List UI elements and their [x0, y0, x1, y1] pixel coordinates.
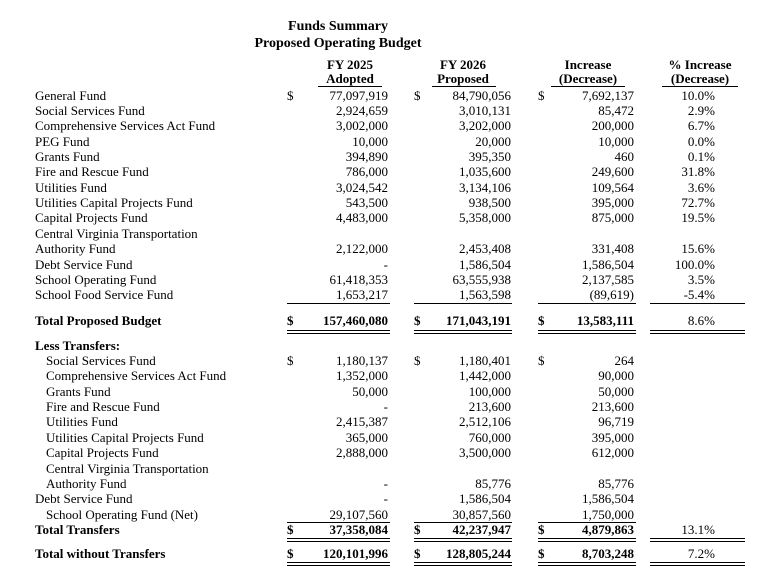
- cell-pct: 3.6%: [687, 180, 715, 195]
- header-underline: [551, 86, 625, 87]
- cell-fy2026: 2,512,106: [459, 414, 511, 429]
- cell-fy2026: 395,350: [468, 149, 511, 164]
- transfer-label: Social Services Fund: [46, 353, 156, 368]
- transfer-label: Utilities Fund: [46, 414, 118, 429]
- underline: [287, 303, 390, 304]
- cell-pct: 3.5%: [687, 272, 715, 287]
- cell-increase: 90,000: [598, 368, 634, 383]
- header-pct-line2: (Decrease): [670, 71, 730, 86]
- cell-fy2025: -: [383, 257, 388, 272]
- double-underline: [287, 538, 390, 542]
- cell-fy2025: 10,000: [352, 134, 388, 149]
- fund-label: Fire and Rescue Fund: [35, 164, 149, 179]
- title-line-2: Proposed Operating Budget: [254, 36, 422, 51]
- fund-label: Utilities Fund: [35, 180, 107, 195]
- header-fy2026-line2: Proposed: [437, 71, 489, 86]
- cell-pct: 7.2%: [687, 546, 715, 561]
- fund-label: Social Services Fund: [35, 103, 145, 118]
- transfer-label: Fire and Rescue Fund: [46, 399, 160, 414]
- cell-increase: 13,583,111: [576, 313, 634, 328]
- cell-fy2025: 2,415,387: [336, 414, 388, 429]
- cell-fy2025: 77,097,919: [329, 88, 388, 103]
- cell-increase: 4,879,863: [582, 522, 634, 537]
- cell-fy2025: 50,000: [352, 384, 388, 399]
- cell-fy2025: 394,890: [345, 149, 388, 164]
- cell-increase: 612,000: [591, 445, 634, 460]
- cell-increase: 1,586,504: [582, 491, 634, 506]
- cell-pct: 72.7%: [681, 195, 715, 210]
- cell-pct: 31.8%: [681, 164, 715, 179]
- cell-fy2026: 1,586,504: [459, 491, 511, 506]
- cell-increase: 85,776: [598, 476, 634, 491]
- cell-increase: 200,000: [591, 118, 634, 133]
- double-underline: [414, 330, 512, 334]
- dollar-sign: $: [287, 546, 294, 561]
- cell-fy2026: 171,043,191: [446, 313, 511, 328]
- cell-fy2026: 30,857,560: [452, 507, 511, 522]
- header-fy2025-line2: Adopted: [326, 71, 374, 86]
- cell-increase: 7,692,137: [582, 88, 634, 103]
- cell-fy2025: 1,180,137: [336, 353, 388, 368]
- double-underline: [538, 538, 636, 542]
- dollar-sign: $: [538, 88, 545, 103]
- header-underline: [318, 86, 382, 87]
- cell-pct: 0.0%: [687, 134, 715, 149]
- dollar-sign: $: [414, 353, 421, 368]
- cell-fy2025: 365,000: [345, 430, 388, 445]
- cell-pct: 2.9%: [687, 103, 715, 118]
- cell-increase: 875,000: [591, 210, 634, 225]
- cell-increase: 460: [614, 149, 634, 164]
- cell-fy2026: 63,555,938: [452, 272, 511, 287]
- double-underline: [287, 562, 390, 566]
- header-underline: [662, 86, 738, 87]
- dollar-sign: $: [538, 546, 545, 561]
- dollar-sign: $: [287, 353, 294, 368]
- header-underline: [432, 86, 496, 87]
- cell-fy2025: 157,460,080: [323, 313, 388, 328]
- cell-fy2026: 3,010,131: [459, 103, 511, 118]
- dollar-sign: $: [287, 313, 294, 328]
- double-underline: [538, 330, 636, 334]
- cell-increase: 96,719: [598, 414, 634, 429]
- title-line-1: Funds Summary: [288, 19, 388, 34]
- double-underline: [650, 562, 745, 566]
- cell-fy2025: 37,358,084: [329, 522, 388, 537]
- cell-increase: 10,000: [598, 134, 634, 149]
- cell-increase: 8,703,248: [582, 546, 634, 561]
- double-underline: [538, 562, 636, 566]
- cell-fy2026: 5,358,000: [459, 210, 511, 225]
- cell-increase: 85,472: [598, 103, 634, 118]
- double-underline: [414, 538, 512, 542]
- cell-fy2026: 100,000: [468, 384, 511, 399]
- cell-fy2025: 2,924,659: [336, 103, 388, 118]
- cell-increase: 249,600: [591, 164, 634, 179]
- cell-fy2025: 2,888,000: [336, 445, 388, 460]
- cell-fy2026: 1,442,000: [459, 368, 511, 383]
- cell-fy2026: 938,500: [468, 195, 511, 210]
- cell-fy2026: 3,134,106: [459, 180, 511, 195]
- fund-label: School Operating Fund: [35, 272, 157, 287]
- fund-label: General Fund: [35, 88, 107, 103]
- cell-pct: 19.5%: [681, 210, 715, 225]
- less-transfers-label: Less Transfers:: [35, 338, 121, 353]
- cell-pct: 6.7%: [687, 118, 715, 133]
- cell-pct: 15.6%: [681, 241, 715, 256]
- header-fy2026-line1: FY 2026: [439, 57, 487, 72]
- cell-fy2025: 1,352,000: [336, 368, 388, 383]
- cell-pct: 10.0%: [681, 88, 715, 103]
- cell-fy2026: 85,776: [475, 476, 511, 491]
- cell-fy2026: 2,453,408: [459, 241, 511, 256]
- cell-increase: 109,564: [591, 180, 634, 195]
- transfer-label: Debt Service Fund: [35, 491, 133, 506]
- cell-increase: (89,619): [589, 287, 634, 302]
- cell-pct: -5.4%: [683, 287, 715, 302]
- dollar-sign: $: [287, 522, 294, 537]
- cell-increase: 2,137,585: [582, 272, 634, 287]
- total-transfers-label: Total Transfers: [35, 522, 120, 537]
- underline: [650, 303, 745, 304]
- fund-label: Grants Fund: [35, 149, 100, 164]
- transfer-label: Central Virginia Transportation: [46, 461, 209, 476]
- fund-label-line2: Authority Fund: [35, 241, 116, 256]
- cell-fy2025: 29,107,560: [329, 507, 388, 522]
- cell-fy2026: 128,805,244: [446, 546, 511, 561]
- underline: [538, 303, 636, 304]
- cell-fy2025: 120,101,996: [323, 546, 388, 561]
- cell-fy2026: 3,500,000: [459, 445, 511, 460]
- cell-fy2025: 786,000: [345, 164, 388, 179]
- header-increase-line1: Increase: [564, 57, 612, 72]
- fund-label: Comprehensive Services Act Fund: [35, 118, 216, 133]
- cell-fy2025: 61,418,353: [329, 272, 388, 287]
- cell-fy2026: 3,202,000: [459, 118, 511, 133]
- cell-fy2025: 3,002,000: [336, 118, 388, 133]
- fund-label: Debt Service Fund: [35, 257, 133, 272]
- dollar-sign: $: [287, 88, 294, 103]
- underline: [414, 303, 512, 304]
- cell-increase: 395,000: [591, 195, 634, 210]
- cell-fy2026: 213,600: [468, 399, 511, 414]
- cell-fy2026: 1,586,504: [459, 257, 511, 272]
- cell-increase: 1,586,504: [582, 257, 634, 272]
- transfer-label: Capital Projects Fund: [46, 445, 159, 460]
- cell-fy2025: 2,122,000: [336, 241, 388, 256]
- cell-fy2025: 3,024,542: [336, 180, 388, 195]
- fund-label: Capital Projects Fund: [35, 210, 148, 225]
- dollar-sign: $: [538, 353, 545, 368]
- double-underline: [414, 562, 512, 566]
- header-pct-line1: % Increase: [668, 57, 732, 72]
- transfer-label: Grants Fund: [46, 384, 111, 399]
- fund-label: Central Virginia Transportation: [35, 226, 198, 241]
- cell-fy2026: 42,237,947: [452, 522, 511, 537]
- dollar-sign: $: [538, 313, 545, 328]
- cell-fy2026: 20,000: [475, 134, 511, 149]
- cell-pct: 8.6%: [687, 313, 715, 328]
- transfer-label: Utilities Capital Projects Fund: [46, 430, 204, 445]
- cell-fy2026: 1,180,401: [459, 353, 511, 368]
- dollar-sign: $: [538, 522, 545, 537]
- cell-fy2025: 4,483,000: [336, 210, 388, 225]
- cell-fy2025: -: [383, 491, 388, 506]
- transfer-label: School Operating Fund (Net): [46, 507, 199, 522]
- cell-pct: 0.1%: [687, 149, 715, 164]
- total-proposed-label: Total Proposed Budget: [35, 313, 162, 328]
- cell-fy2026: 760,000: [468, 430, 511, 445]
- double-underline: [287, 330, 390, 334]
- cell-increase: 1,750,000: [582, 507, 634, 522]
- cell-increase: 264: [614, 353, 634, 368]
- cell-fy2025: 543,500: [345, 195, 388, 210]
- cell-increase: 213,600: [591, 399, 634, 414]
- cell-increase: 50,000: [598, 384, 634, 399]
- transfer-label-line2: Authority Fund: [46, 476, 127, 491]
- cell-increase: 331,408: [591, 241, 634, 256]
- cell-pct: 13.1%: [681, 522, 715, 537]
- cell-fy2025: 1,653,217: [336, 287, 388, 302]
- dollar-sign: $: [414, 546, 421, 561]
- double-underline: [650, 538, 745, 542]
- fund-label: PEG Fund: [35, 134, 90, 149]
- cell-increase: 395,000: [591, 430, 634, 445]
- header-increase-line2: (Decrease): [558, 71, 618, 86]
- cell-fy2025: -: [383, 476, 388, 491]
- cell-pct: 100.0%: [674, 257, 715, 272]
- cell-fy2025: -: [383, 399, 388, 414]
- total-without-transfers-label: Total without Transfers: [35, 546, 166, 561]
- double-underline: [650, 330, 745, 334]
- dollar-sign: $: [414, 522, 421, 537]
- header-fy2025-line1: FY 2025: [326, 57, 374, 72]
- cell-fy2026: 84,790,056: [452, 88, 511, 103]
- fund-label: Utilities Capital Projects Fund: [35, 195, 193, 210]
- dollar-sign: $: [414, 88, 421, 103]
- cell-fy2026: 1,563,598: [459, 287, 511, 302]
- cell-fy2026: 1,035,600: [459, 164, 511, 179]
- transfer-label: Comprehensive Services Act Fund: [46, 368, 227, 383]
- dollar-sign: $: [414, 313, 421, 328]
- fund-label: School Food Service Fund: [35, 287, 174, 302]
